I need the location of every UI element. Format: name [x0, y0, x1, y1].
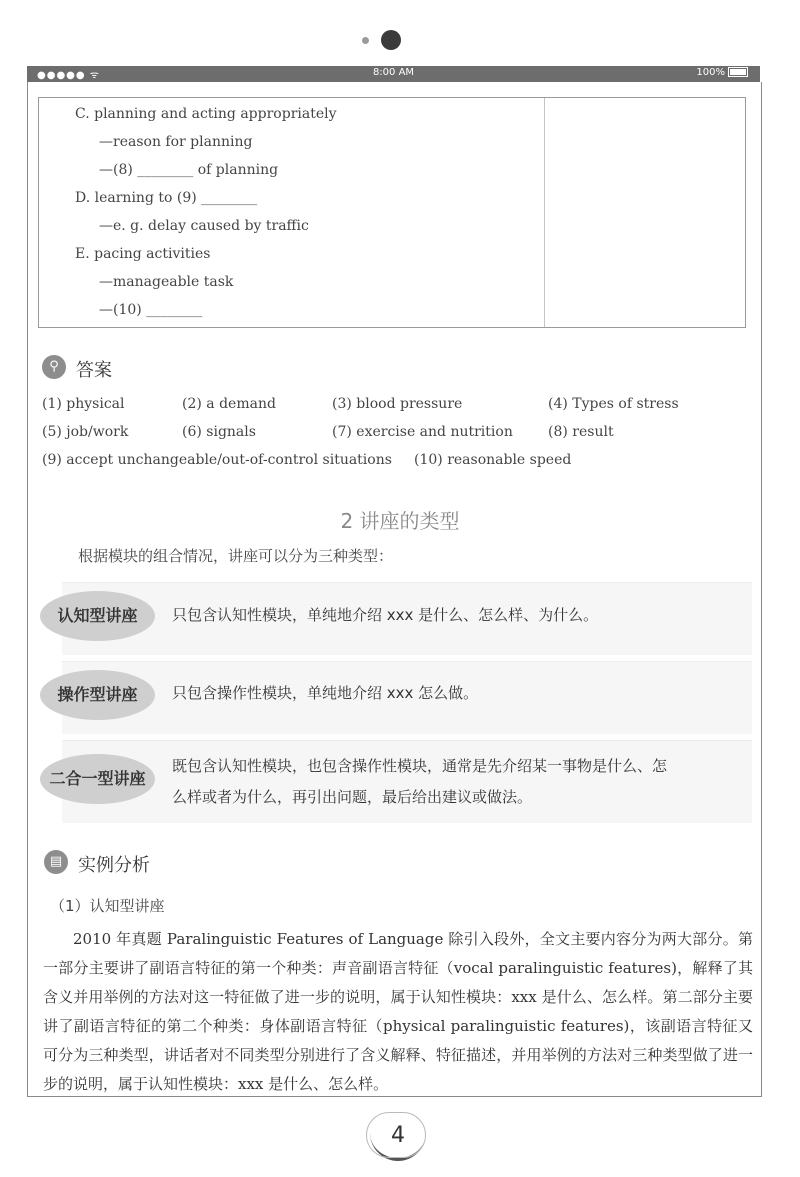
answer-item: (5) job/work [42, 424, 129, 440]
battery-percent: 100% [696, 67, 725, 78]
outline-line: —(10) ________ [99, 302, 203, 318]
section-intro: 根据模块的组合情况，讲座可以分为三种类型： [78, 547, 394, 565]
outline-line: —e. g. delay caused by traffic [99, 218, 309, 234]
outline-divider [544, 98, 545, 327]
answer-item: (9) accept unchangeable/out-of-control situations [42, 452, 392, 468]
document-icon: ▤ [44, 850, 68, 874]
type-label-cognitive: 认知型讲座 [40, 591, 155, 641]
type-label-combined: 二合一型讲座 [40, 754, 155, 804]
answer-item: (8) result [548, 424, 614, 440]
analysis-paragraph: 2010 年真题 Paralinguistic Features of Language 除引入段外，全文主要内容分为两大部分。第一部分主要讲了副语言特征的第一个种类：声音副语言特征（vocal paralinguistic features)，解释了其含义并用举例的方法对这一特征做了进一步的说明，属于认知性模块：xxx 是什么、怎么样。第二部分主要讲了副语言特征的第二个种类：身体副语言特征（physical paralinguistic features)，该副语言特征又可分为三种类型，讲话者对不同类型分别进行了含义解释、特征描述，并用举例的方法对三种类型做了进一步的说明，属于认知性模块：xxx 是什么、怎么样。 [43, 930, 753, 1093]
outline-line: —(8) ________ of planning [99, 162, 279, 178]
answer-item: (1) physical [42, 396, 125, 412]
camera-sensor [362, 37, 369, 44]
battery-indicator [696, 67, 748, 78]
outline-line: —reason for planning [99, 134, 253, 150]
outline-line: C. planning and acting appropriately [75, 106, 337, 122]
status-time: 8:00 AM [372, 67, 415, 78]
type-label-operational: 操作型讲座 [40, 670, 155, 720]
search-icon: ⚲ [42, 355, 66, 379]
answer-item: (7) exercise and nutrition [332, 424, 513, 440]
answer-item: (10) reasonable speed [414, 452, 572, 468]
analysis-subheading: （1）认知型讲座 [50, 897, 165, 915]
type-desc-combined: 既包含认知性模块，也包含操作性模块，通常是先介绍某一事物是什么、怎 [172, 757, 668, 775]
type-desc-combined: 么样或者为什么，再引出问题，最后给出建议或做法。 [172, 788, 533, 806]
answer-item: (4) Types of stress [548, 396, 679, 412]
outline-line: E. pacing activities [75, 246, 211, 262]
outline-line: —manageable task [99, 274, 234, 290]
front-camera [381, 30, 401, 50]
answer-item: (6) signals [182, 424, 256, 440]
answer-item: (3) blood pressure [332, 396, 463, 412]
signal-indicator: ●●●●● ᯤ [37, 70, 100, 81]
outline-line: D. learning to (9) ________ [75, 190, 258, 206]
analysis-heading: 实例分析 [78, 855, 150, 876]
section-title: 2 讲座的类型 [340, 509, 460, 533]
type-desc-cognitive: 只包含认知性模块，单纯地介绍 xxx 是什么、怎么样、为什么。 [172, 606, 599, 624]
status-bar [27, 66, 760, 82]
answers-heading: 答案 [76, 360, 112, 381]
type-desc-operational: 只包含操作性模块，单纯地介绍 xxx 怎么做。 [172, 684, 479, 702]
page-number: 4 [370, 1112, 426, 1161]
outline-box [38, 97, 746, 328]
battery-icon [728, 67, 748, 77]
answer-item: (2) a demand [182, 396, 276, 412]
